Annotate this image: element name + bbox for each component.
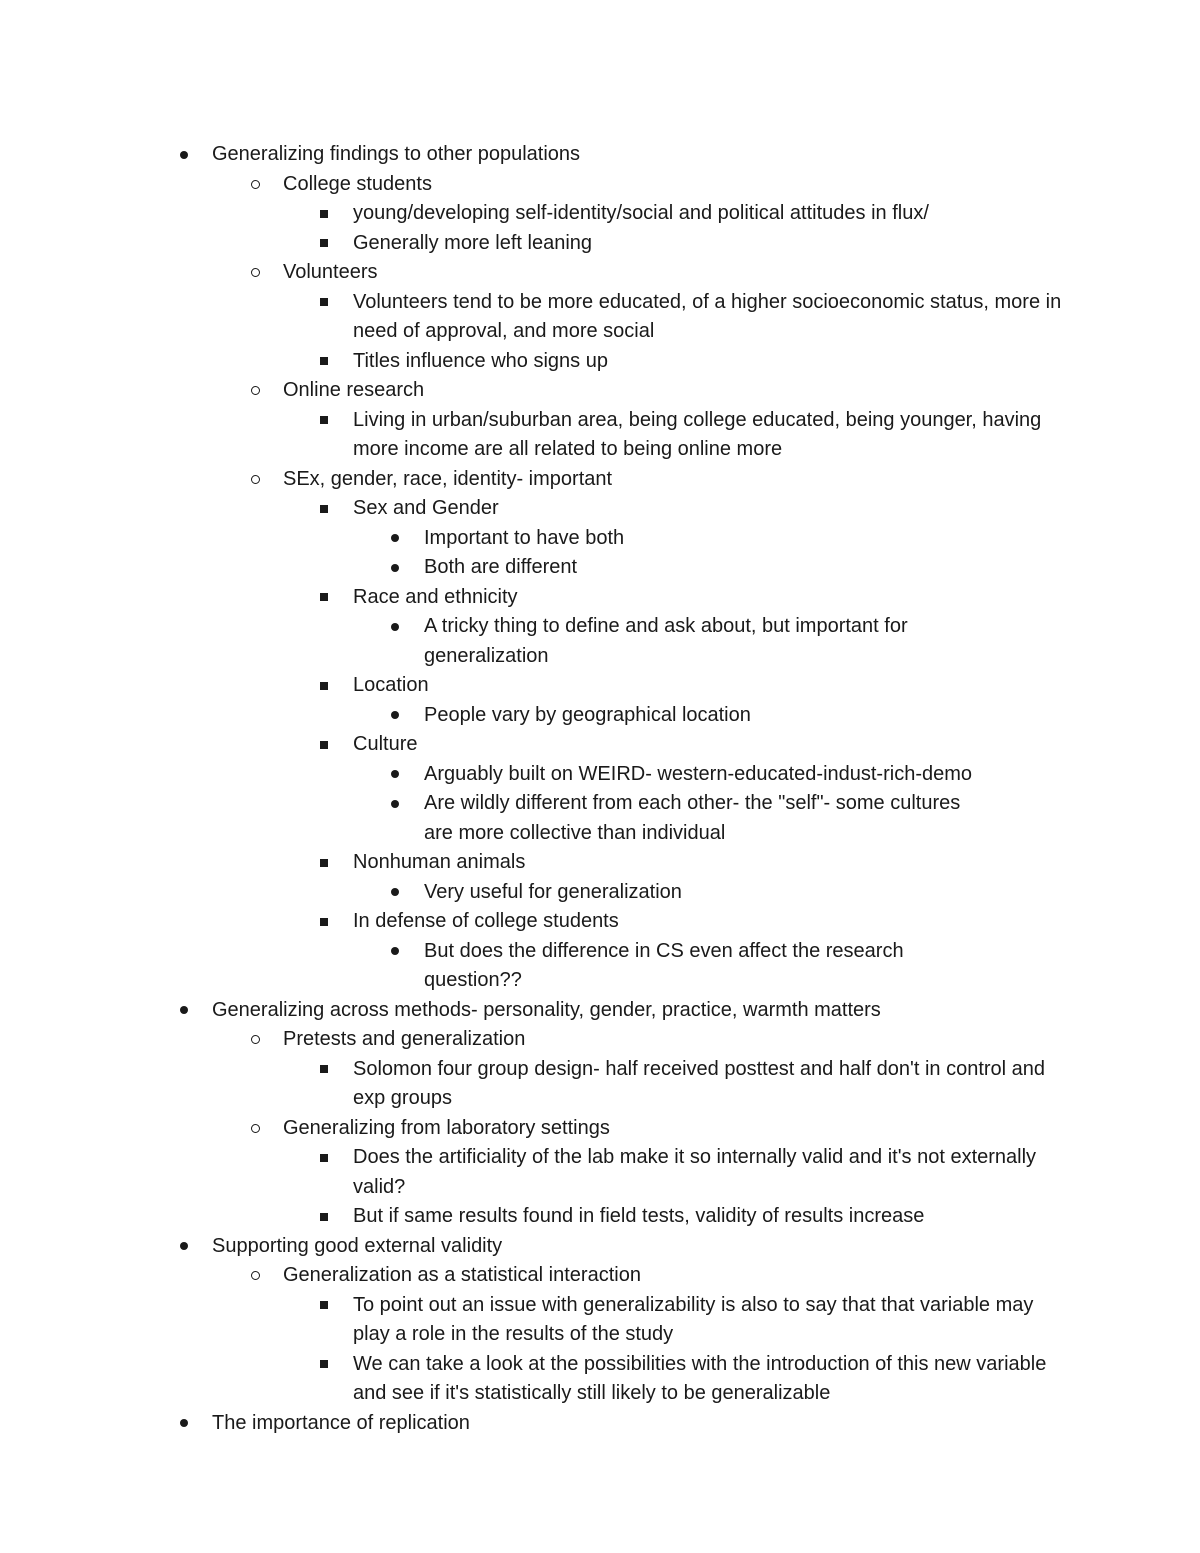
list-item	[0, 1232, 1200, 1262]
filled-dot-bullet-icon	[387, 553, 403, 583]
list-item-text: College students	[283, 172, 432, 195]
list-item	[0, 258, 1200, 288]
list-item	[0, 730, 1200, 760]
list-item	[0, 199, 1200, 229]
hollow-circle-bullet-icon	[247, 170, 263, 200]
list-item-text: Race and ethnicity	[353, 585, 518, 608]
list-item	[0, 701, 1200, 731]
list-item	[0, 347, 1200, 377]
list-item-text: People vary by geographical location	[424, 703, 751, 726]
list-item-text: Very useful for generalization	[424, 880, 682, 903]
hollow-circle-bullet-icon	[247, 258, 263, 288]
filled-dot-bullet-icon	[176, 140, 192, 170]
filled-square-bullet-icon	[316, 1291, 332, 1321]
list-item	[0, 1143, 1200, 1202]
list-item	[0, 878, 1200, 908]
hollow-circle-bullet-icon	[247, 465, 263, 495]
filled-square-bullet-icon	[316, 494, 332, 524]
list-item	[0, 1055, 1200, 1114]
list-item	[0, 170, 1200, 200]
filled-square-bullet-icon	[316, 288, 332, 318]
list-item	[0, 524, 1200, 554]
list-item	[0, 583, 1200, 613]
list-item-text: Both are different	[424, 556, 578, 578]
list-item-text: Culture	[353, 733, 418, 755]
list-item-text: Are wildly different from each other- the "self"- some cultures are more collective than individual	[424, 792, 961, 844]
bullet-outline	[0, 140, 1200, 1438]
list-item-text: Does the artificiality of the lab make it so internally valid and it's not externally valid?	[353, 1146, 1037, 1198]
list-item	[0, 1291, 1200, 1350]
list-item-text: Generalizing from laboratory settings	[283, 1116, 610, 1139]
filled-square-bullet-icon	[316, 347, 332, 377]
list-item-text: Living in urban/suburban area, being college educated, being younger, having more income are all related to being online more	[353, 408, 1042, 460]
list-item-text: The importance of replication	[212, 1411, 470, 1434]
list-item-text: To point out an issue with generalizability is also to say that that variable may play a role in the results of the study	[353, 1293, 1034, 1345]
list-item	[0, 288, 1200, 347]
list-item-text: Generally more left leaning	[353, 231, 593, 254]
list-item-text: In defense of college students	[353, 910, 619, 932]
filled-square-bullet-icon	[316, 1202, 332, 1232]
list-item	[0, 1025, 1200, 1055]
filled-dot-bullet-icon	[387, 760, 403, 790]
list-item	[0, 1202, 1200, 1232]
list-item-text: Supporting good external validity	[212, 1234, 503, 1257]
list-item	[0, 937, 1200, 996]
filled-dot-bullet-icon	[176, 1409, 192, 1439]
list-item-text: SEx, gender, race, identity- important	[283, 467, 613, 490]
filled-dot-bullet-icon	[387, 937, 403, 967]
list-item-text: Sex and Gender	[353, 497, 499, 519]
filled-dot-bullet-icon	[176, 1232, 192, 1262]
list-item-text: Nonhuman animals	[353, 851, 526, 873]
hollow-circle-bullet-icon	[247, 376, 263, 406]
filled-square-bullet-icon	[316, 907, 332, 937]
filled-square-bullet-icon	[316, 848, 332, 878]
list-item-text: But if same results found in field tests, validity of results increase	[353, 1205, 925, 1227]
list-item	[0, 229, 1200, 259]
list-item-text: Titles influence who signs up	[353, 349, 608, 372]
filled-square-bullet-icon	[316, 1143, 332, 1173]
filled-dot-bullet-icon	[387, 612, 403, 642]
filled-square-bullet-icon	[316, 671, 332, 701]
list-item	[0, 494, 1200, 524]
filled-square-bullet-icon	[316, 730, 332, 760]
list-item	[0, 789, 1200, 848]
list-item	[0, 1114, 1200, 1144]
list-item	[0, 376, 1200, 406]
list-item	[0, 1409, 1200, 1439]
list-item-text: Location	[353, 674, 429, 696]
hollow-circle-bullet-icon	[247, 1114, 263, 1144]
filled-square-bullet-icon	[316, 406, 332, 436]
list-item	[0, 848, 1200, 878]
filled-dot-bullet-icon	[387, 701, 403, 731]
list-item-text: Online research	[283, 379, 425, 401]
list-item-text: Solomon four group design- half received posttest and half don't in control and exp groups	[353, 1057, 1046, 1109]
list-item	[0, 140, 1200, 170]
list-item	[0, 1261, 1200, 1291]
list-item	[0, 553, 1200, 583]
list-item-text: Volunteers tend to be more educated, of a higher socioeconomic status, more in need of approval, and more social	[353, 290, 1062, 342]
hollow-circle-bullet-icon	[247, 1025, 263, 1055]
list-item-text: A tricky thing to define and ask about, but important for generalization	[424, 615, 908, 667]
hollow-circle-bullet-icon	[247, 1261, 263, 1291]
list-item-text: Volunteers	[283, 261, 378, 283]
list-item-text: Generalization as a statistical interaction	[283, 1264, 641, 1286]
filled-square-bullet-icon	[316, 1350, 332, 1380]
list-item	[0, 671, 1200, 701]
list-item	[0, 760, 1200, 790]
list-item	[0, 907, 1200, 937]
list-item	[0, 1350, 1200, 1409]
filled-square-bullet-icon	[316, 229, 332, 259]
list-item-text: We can take a look at the possibilities with the introduction of this new variable and see if it's statistically still likely to be generalizable	[353, 1352, 1047, 1404]
filled-square-bullet-icon	[316, 199, 332, 229]
list-item	[0, 406, 1200, 465]
filled-dot-bullet-icon	[387, 878, 403, 908]
list-item-text: young/developing self-identity/social and political attitudes in flux/	[353, 202, 929, 224]
list-item-text: Pretests and generalization	[283, 1028, 526, 1050]
list-item-text: Important to have both	[424, 526, 625, 549]
list-item-text: Generalizing across methods- personality, gender, practice, warmth matters	[212, 998, 881, 1021]
list-item-text: Arguably built on WEIRD- western-educated-indust-rich-demo	[424, 762, 973, 785]
list-item-text: But does the difference in CS even affect the research question??	[424, 939, 904, 991]
list-item-text: Generalizing findings to other populations	[212, 143, 581, 165]
list-item	[0, 465, 1200, 495]
filled-square-bullet-icon	[316, 1055, 332, 1085]
filled-dot-bullet-icon	[387, 524, 403, 554]
filled-dot-bullet-icon	[176, 996, 192, 1026]
list-item	[0, 612, 1200, 671]
filled-square-bullet-icon	[316, 583, 332, 613]
list-item	[0, 996, 1200, 1026]
filled-dot-bullet-icon	[387, 789, 403, 819]
